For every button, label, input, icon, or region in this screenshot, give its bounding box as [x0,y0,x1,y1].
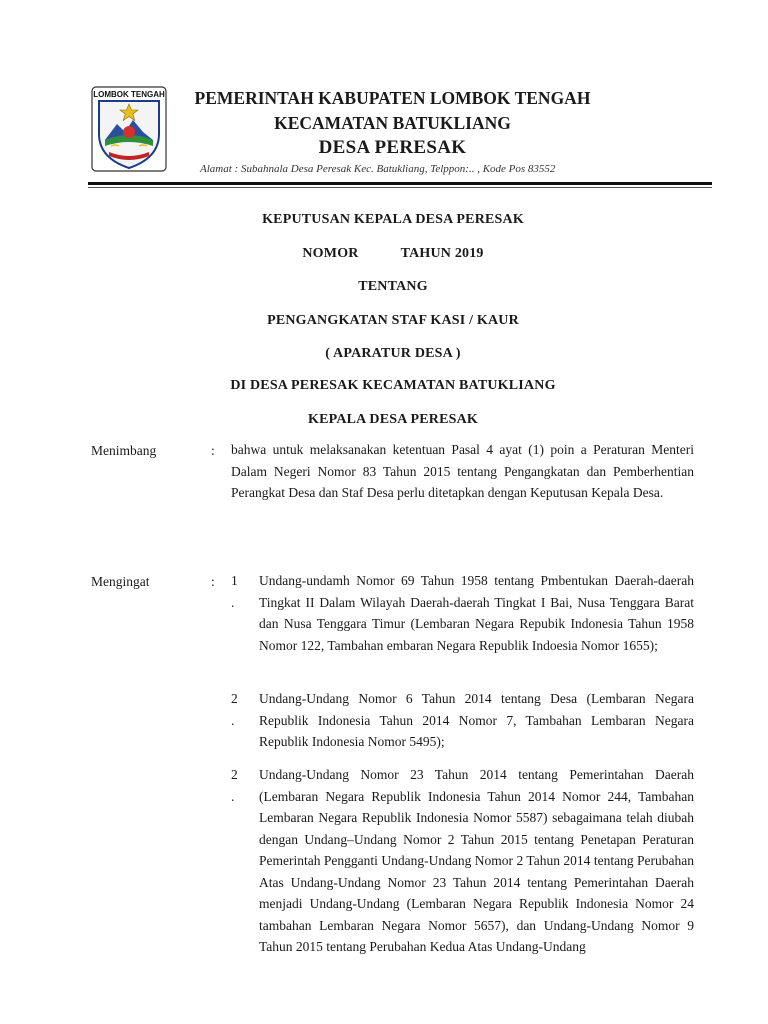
mengingat-item-number: 2 . [231,767,238,804]
menimbang-label: Menimbang [91,443,157,458]
decree-nomor: NOMOR [302,246,359,261]
letterhead-village: DESA PERESAK [318,137,467,158]
letterhead-address: Alamat : Subahnala Desa Peresak Kec. Batukliang, Telppon:.. , Kode Pos 83552 [200,163,556,175]
letterhead-rule-thin [88,187,712,188]
letterhead-government: PEMERINTAH KABUPATEN LOMBOK TENGAH [194,88,591,108]
mengingat-item-text: Undang-undamh Nomor 69 Tahun 1958 tentang Pmbentukan Daerah-daerah Tingkat II Dalam Wilayah Daerah-daerah Tingkat I Bai, Nusa Tenggara Barat dan Nusa Tenggara Timur (Lembaran Negara Repubik Indonesia Tahun 1958 Nomor 122, Tambahan embaran Negara Republik Indoesia Nomor 1655); [259,573,694,653]
mengingat-item-number: 1 . [231,573,238,610]
menimbang-text: bahwa untuk melaksanakan ketentuan Pasal 4 ayat (1) poin a Peraturan Menteri Dalam Negeri Nomor 83 Tahun 2015 tentang Pengangkatan dan Pemberhentian Perangkat Desa dan Staf Desa perlu ditetapkan dengan Keputusan Kepala Desa. [231,442,694,500]
decree-year: TAHUN 2019 [400,246,484,261]
letterhead-subdistrict: KECAMATAN BATUKLIANG [274,113,511,133]
decree-official: KEPALA DESA PERESAK [307,412,479,427]
decree-location: DI DESA PERESAK KECAMATAN BATUKLIANG [230,378,556,393]
mengingat-item-text: Undang-Undang Nomor 6 Tahun 2014 tentang Desa (Lembaran Negara Republik Indonesia Tahun 2014 Nomor 7, Tambahan Lembaran Negara Republik Indonesia Nomor 5495); [259,691,694,749]
decree-tentang: TENTANG [358,279,428,294]
mengingat-item-text: Undang-Undang Nomor 23 Tahun 2014 tentang Pemerintahan Daerah (Lembaran Negara Republik Indonesia Tahun 2014 Nomor 244, Tambahan Lembaran Negara Republik Indonesia Nomor 5587) sebagaimana telah diubah dengan Undang–Undang Nomor 2 Tahun 2015 tentang Penetapan Peraturan Pemerintah Pengganti Undang-Undang Nomor 2 Tahun 2014 tentang Perubahan Atas Undang-Undang Nomor 23 Tahun 2014 tentang Pemerintahan Daerah menjadi Undang-Undang (Lembaran Negara Republik Indonesia Nomor 24 tambahan Lembaran Negara Nomor 5657), dan Undang-Undang Nomor 9 Tahun 2015 tentang Perubahan Kedua Atas Undang-Undang [259,767,694,954]
menimbang-colon: : [211,443,215,458]
decree-subject: PENGANGKATAN STAF KASI / KAUR [267,313,519,328]
mengingat-label: Mengingat [91,574,150,589]
mengingat-item-number: 2 . [231,691,238,728]
decree-title: KEPUTUSAN KEPALA DESA PERESAK [262,212,524,227]
letterhead-rule-thick [88,182,712,185]
decree-subject-paren: ( APARATUR DESA ) [325,346,461,361]
lombok-tengah-logo [91,86,167,172]
mengingat-colon: : [211,574,215,589]
decree-number-row [88,246,698,262]
regency-emblem-icon [91,86,167,172]
logo-text: LOMBOK TENGAH [93,90,165,99]
